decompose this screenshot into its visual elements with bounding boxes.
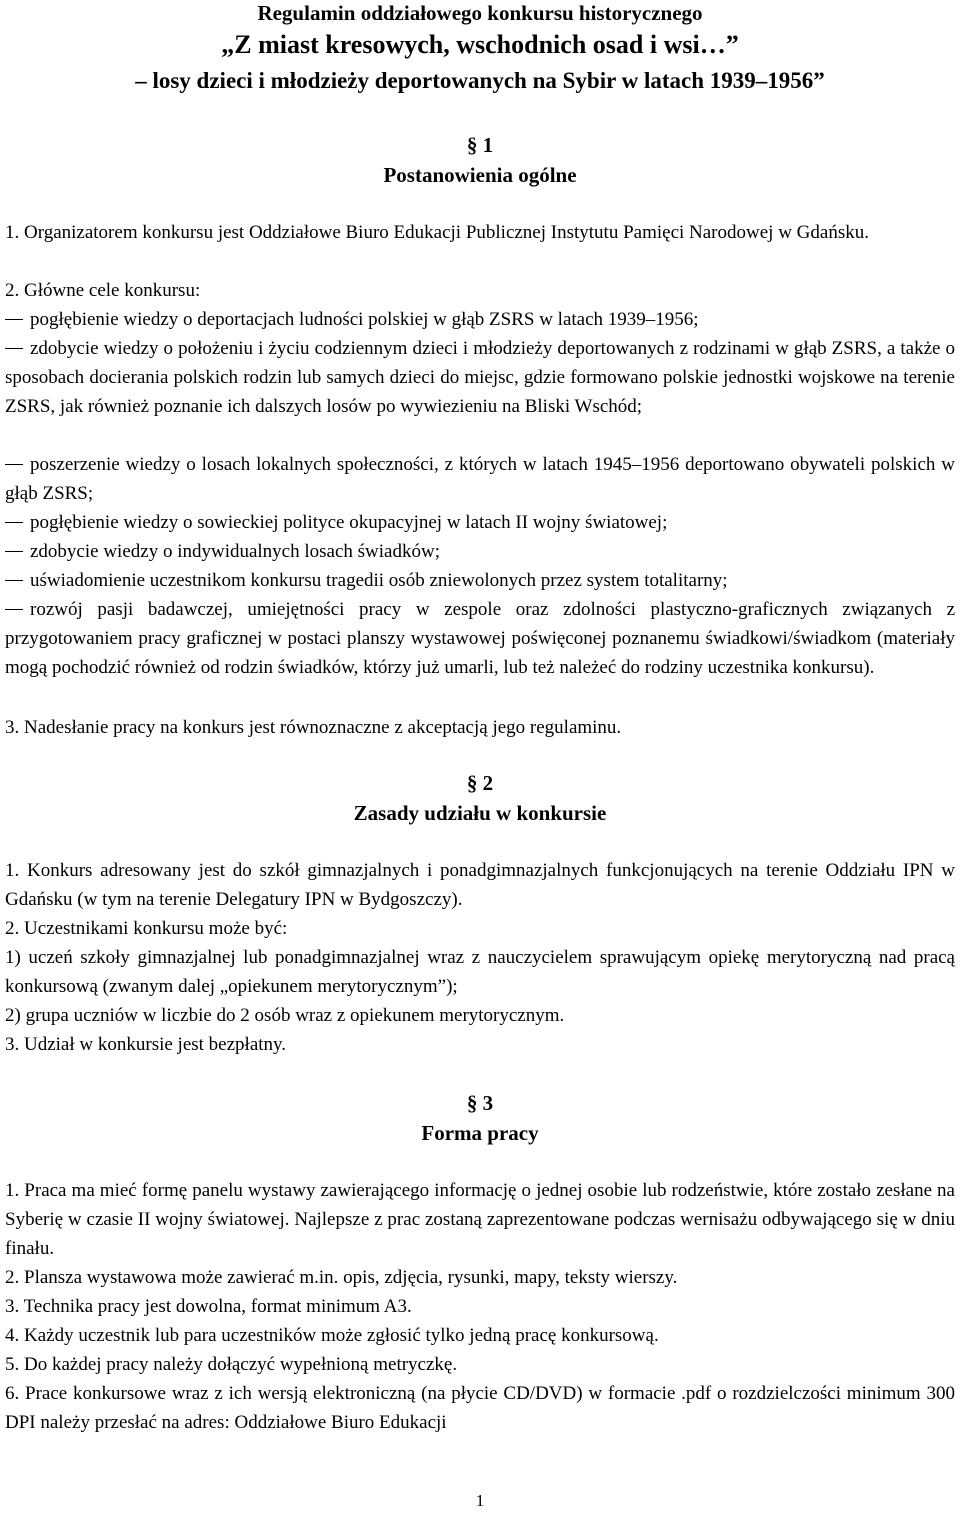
s2-paragraph-3: 3. Udział w konkursie jest bezpłatny. — [5, 1034, 287, 1055]
s3-paragraph-1: 1. Praca ma mieć formę panelu wystawy zawierającego informację o jednej osobie lub rodzeństwie, które zostało zesłane na Syberię w czasie II wojny światowej. Najlepsze z prac zostaną zaprezentowane podczas wernisażu odbywającego się w dniu finału. — [5, 1180, 955, 1259]
contest-subtitle: – losy dzieci i młodzieży deportowanych na Sybir w latach 1939–1956” — [135, 68, 825, 93]
s2-paragraph-1: 1. Konkurs adresowany jest do szkół gimnazjalnych i ponadgimnazjalnych funkcjonujących na terenie Oddziału IPN w Gdańsku (w tym na terenie Delegatury IPN w Bydgoszczy). — [5, 860, 955, 910]
dash-bullet — [5, 522, 23, 523]
goal-item: uświadomienie uczestnikom konkursu tragedii osób zniewolonych przez system totalitarny; — [5, 566, 955, 595]
section-2-title: Zasady udziału w konkursie — [353, 801, 607, 825]
section-3-title: Forma pracy — [421, 1121, 539, 1145]
goal-item: poszerzenie wiedzy o losach lokalnych społeczności, z których w latach 1945–1956 deportowano obywateli polskich w głąb ZSRS; — [5, 454, 955, 504]
page-number: 1 — [475, 1491, 485, 1510]
dash-bullet — [5, 580, 23, 581]
contest-name: „Z miast kresowych, wschodnich osad i wsi…” — [221, 30, 739, 59]
goal-item: rozwój pasji badawczej, umiejętności pracy w zespole oraz zdolności plastyczno-graficznych związanych z przygotowaniem pracy graficznej w postaci planszy wystawowej poświęconej poznanemu świadkowi/świadkom (materiały mogą pochodzić również od rodzin świadków, którzy już umarli, lub też należeć do rodziny uczestnika konkursu). — [5, 599, 955, 678]
document-title: Regulamin oddziałowego konkursu historycznego — [257, 1, 703, 25]
s1-paragraph-2-intro: 2. Główne cele konkursu: — [5, 280, 201, 301]
s1-paragraph-1: 1. Organizatorem konkursu jest Oddziałowe Biuro Edukacji Publicznej Instytutu Pamięci Narodowej w Gdańsku. — [5, 222, 869, 243]
s3-paragraph-4: 4. Każdy uczestnik lub para uczestników może zgłosić tylko jedną pracę konkursową. — [5, 1325, 659, 1346]
s3-paragraph-3: 3. Technika pracy jest dowolna, format minimum A3. — [5, 1296, 412, 1317]
goal-item: pogłębienie wiedzy o sowieckiej polityce okupacyjnej w latach II wojny światowej; — [5, 508, 955, 537]
dash-bullet — [5, 551, 23, 552]
s2-paragraph-2b: 2) grupa uczniów w liczbie do 2 osób wraz z opiekunem merytorycznym. — [5, 1005, 565, 1026]
goal-item: pogłębienie wiedzy o deportacjach ludności polskiej w głąb ZSRS w latach 1939–1956; — [5, 305, 955, 334]
dash-bullet — [5, 464, 23, 465]
s3-paragraph-6: 6. Prace konkursowe wraz z ich wersją elektroniczną (na płycie CD/DVD) w formacie .pdf o rozdzielczości minimum 300 DPI należy przesłać na adres: Oddziałowe Biuro Edukacji — [5, 1383, 955, 1433]
s2-paragraph-2a: 1) uczeń szkoły gimnazjalnej lub ponadgimnazjalnej wraz z nauczycielem sprawującym opiekę merytoryczną nad pracą konkursową (zwanym dalej „opiekunem merytorycznym”); — [5, 947, 955, 997]
dash-bullet — [5, 319, 23, 320]
dash-bullet — [5, 609, 23, 610]
s2-paragraph-2: 2. Uczestnikami konkursu może być: — [5, 918, 288, 939]
dash-bullet — [5, 348, 23, 349]
goal-item: zdobycie wiedzy o indywidualnych losach świadków; — [5, 537, 955, 566]
s3-paragraph-5: 5. Do każdej pracy należy dołączyć wypełnioną metryczkę. — [5, 1354, 458, 1375]
goal-item: zdobycie wiedzy o położeniu i życiu codziennym dzieci i młodzieży deportowanych z rodzinami w głąb ZSRS, a także o sposobach docierania polskich rodzin lub samych dzieci do miejsc, gdzie formowano polskie jednostki wojskowe na terenie ZSRS, jak również poznanie ich dalszych losów po wywiezieniu na Bliski Wschód; — [5, 338, 955, 417]
s1-paragraph-3: 3. Nadesłanie pracy na konkurs jest równoznaczne z akceptacją jego regulaminu. — [5, 717, 622, 738]
section-1-title: Postanowienia ogólne — [383, 163, 577, 187]
section-3-number: § 3 — [466, 1091, 494, 1115]
s3-paragraph-2: 2. Plansza wystawowa może zawierać m.in. opis, zdjęcia, rysunki, mapy, teksty wierszy. — [5, 1267, 678, 1288]
section-2-number: § 2 — [466, 771, 494, 795]
section-1-number: § 1 — [466, 133, 494, 157]
